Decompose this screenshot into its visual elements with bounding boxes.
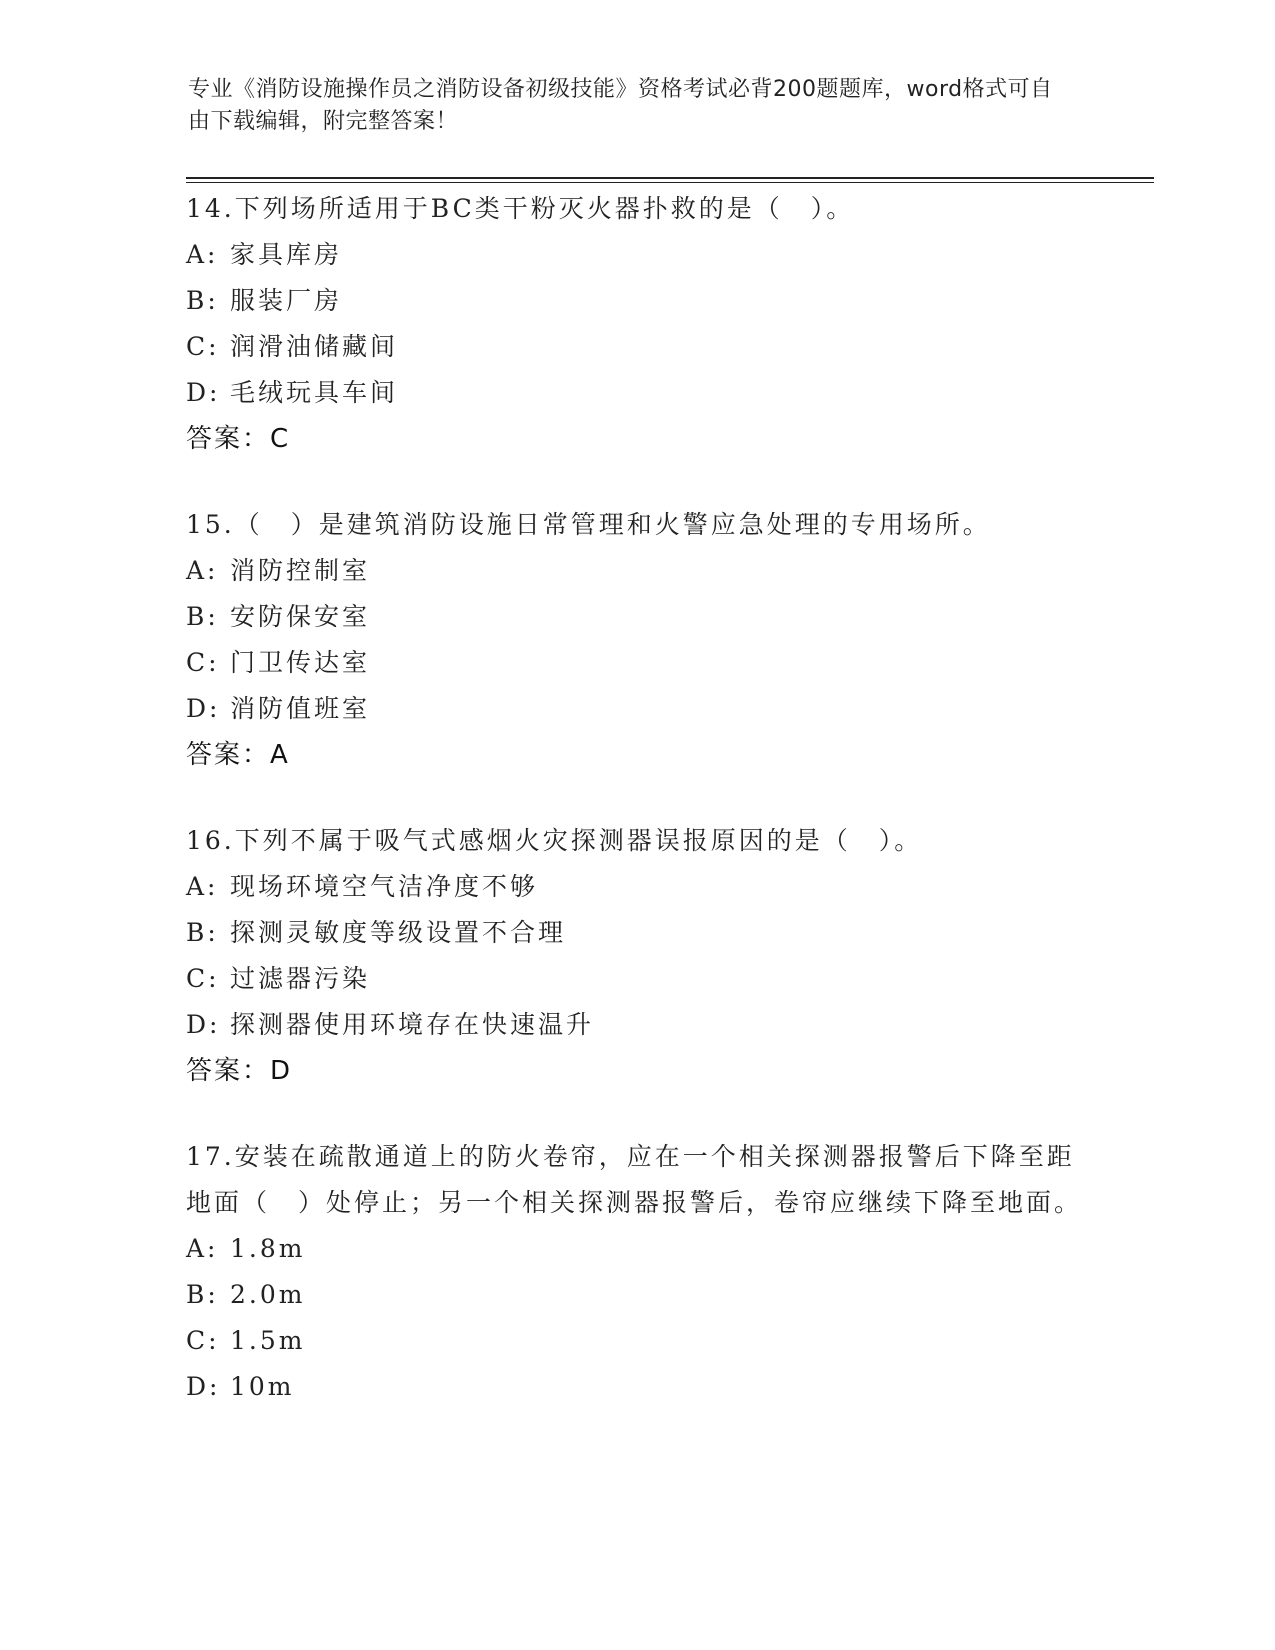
option-letter: A: bbox=[186, 556, 219, 585]
option-b bbox=[186, 1272, 1086, 1318]
option-text: 1.5m bbox=[230, 1326, 306, 1355]
option-text: 服装厂房 bbox=[230, 286, 343, 315]
option-d bbox=[186, 370, 1086, 416]
option-text: 消防值班室 bbox=[230, 694, 371, 723]
option-letter: C: bbox=[186, 648, 220, 677]
option-letter: B: bbox=[186, 602, 219, 631]
option-letter: D: bbox=[186, 1372, 221, 1401]
answer-line: 答案：A bbox=[186, 740, 290, 770]
option-text: 消防控制室 bbox=[230, 556, 371, 585]
option-letter: C: bbox=[186, 964, 220, 993]
option-letter: D: bbox=[186, 694, 221, 723]
option-d bbox=[186, 686, 1086, 732]
option-letter: B: bbox=[186, 286, 219, 315]
option-c bbox=[186, 1318, 1086, 1364]
question-stem: 16.下列不属于吸气式感烟火灾探测器误报原因的是（ ）。 bbox=[186, 826, 923, 855]
option-text: 探测灵敏度等级设置不合理 bbox=[230, 918, 567, 947]
option-c bbox=[186, 640, 1086, 686]
option-letter: B: bbox=[186, 918, 219, 947]
option-letter: C: bbox=[186, 332, 220, 361]
answer-line: 答案：C bbox=[186, 424, 291, 454]
option-text: 家具库房 bbox=[230, 240, 343, 269]
question-stem: 17.安装在疏散通道上的防火卷帘，应在一个相关探测器报警后下降至距地面（ ）处停止；另一个相关探测器报警后，卷帘应继续下降至地面。 bbox=[186, 1142, 1083, 1217]
question-14 bbox=[186, 186, 1086, 462]
option-text: 探测器使用环境存在快速温升 bbox=[230, 1010, 595, 1039]
question-16 bbox=[186, 818, 1086, 1094]
question-stem: 14.下列场所适用于BC类干粉灭火器扑救的是（ ）。 bbox=[186, 194, 855, 223]
option-a bbox=[186, 864, 1086, 910]
option-text: 毛绒玩具车间 bbox=[230, 378, 399, 407]
option-letter: C: bbox=[186, 1326, 220, 1355]
option-c bbox=[186, 956, 1086, 1002]
option-text: 门卫传达室 bbox=[230, 648, 371, 677]
option-text: 1.8m bbox=[230, 1234, 306, 1263]
option-text: 安防保安室 bbox=[230, 602, 371, 631]
option-a bbox=[186, 548, 1086, 594]
option-text: 现场环境空气洁净度不够 bbox=[230, 872, 539, 901]
option-b bbox=[186, 278, 1086, 324]
option-letter: A: bbox=[186, 240, 219, 269]
answer-line: 答案：D bbox=[186, 1056, 293, 1086]
option-b bbox=[186, 910, 1086, 956]
question-15 bbox=[186, 502, 1086, 778]
option-letter: A: bbox=[186, 1234, 219, 1263]
question-stem: 15.（ ）是建筑消防设施日常管理和火警应急处理的专用场所。 bbox=[186, 510, 991, 539]
option-text: 2.0m bbox=[230, 1280, 306, 1309]
option-c bbox=[186, 324, 1086, 370]
question-17 bbox=[186, 1134, 1086, 1410]
option-a bbox=[186, 1226, 1086, 1272]
option-d bbox=[186, 1364, 1086, 1410]
option-letter: A: bbox=[186, 872, 219, 901]
header-divider-thin bbox=[186, 182, 1154, 183]
option-text: 润滑油储藏间 bbox=[230, 332, 399, 361]
option-b bbox=[186, 594, 1086, 640]
option-d bbox=[186, 1002, 1086, 1048]
option-text: 10m bbox=[230, 1372, 295, 1401]
option-a bbox=[186, 232, 1086, 278]
header-divider-thick bbox=[186, 177, 1154, 179]
option-text: 过滤器污染 bbox=[230, 964, 371, 993]
option-letter: D: bbox=[186, 1010, 221, 1039]
option-letter: D: bbox=[186, 378, 221, 407]
document-intro: 专业《消防设施操作员之消防设备初级技能》资格考试必背200题题库，word格式可自由下载编辑，附完整答案！ bbox=[188, 77, 1053, 134]
option-letter: B: bbox=[186, 1280, 219, 1309]
